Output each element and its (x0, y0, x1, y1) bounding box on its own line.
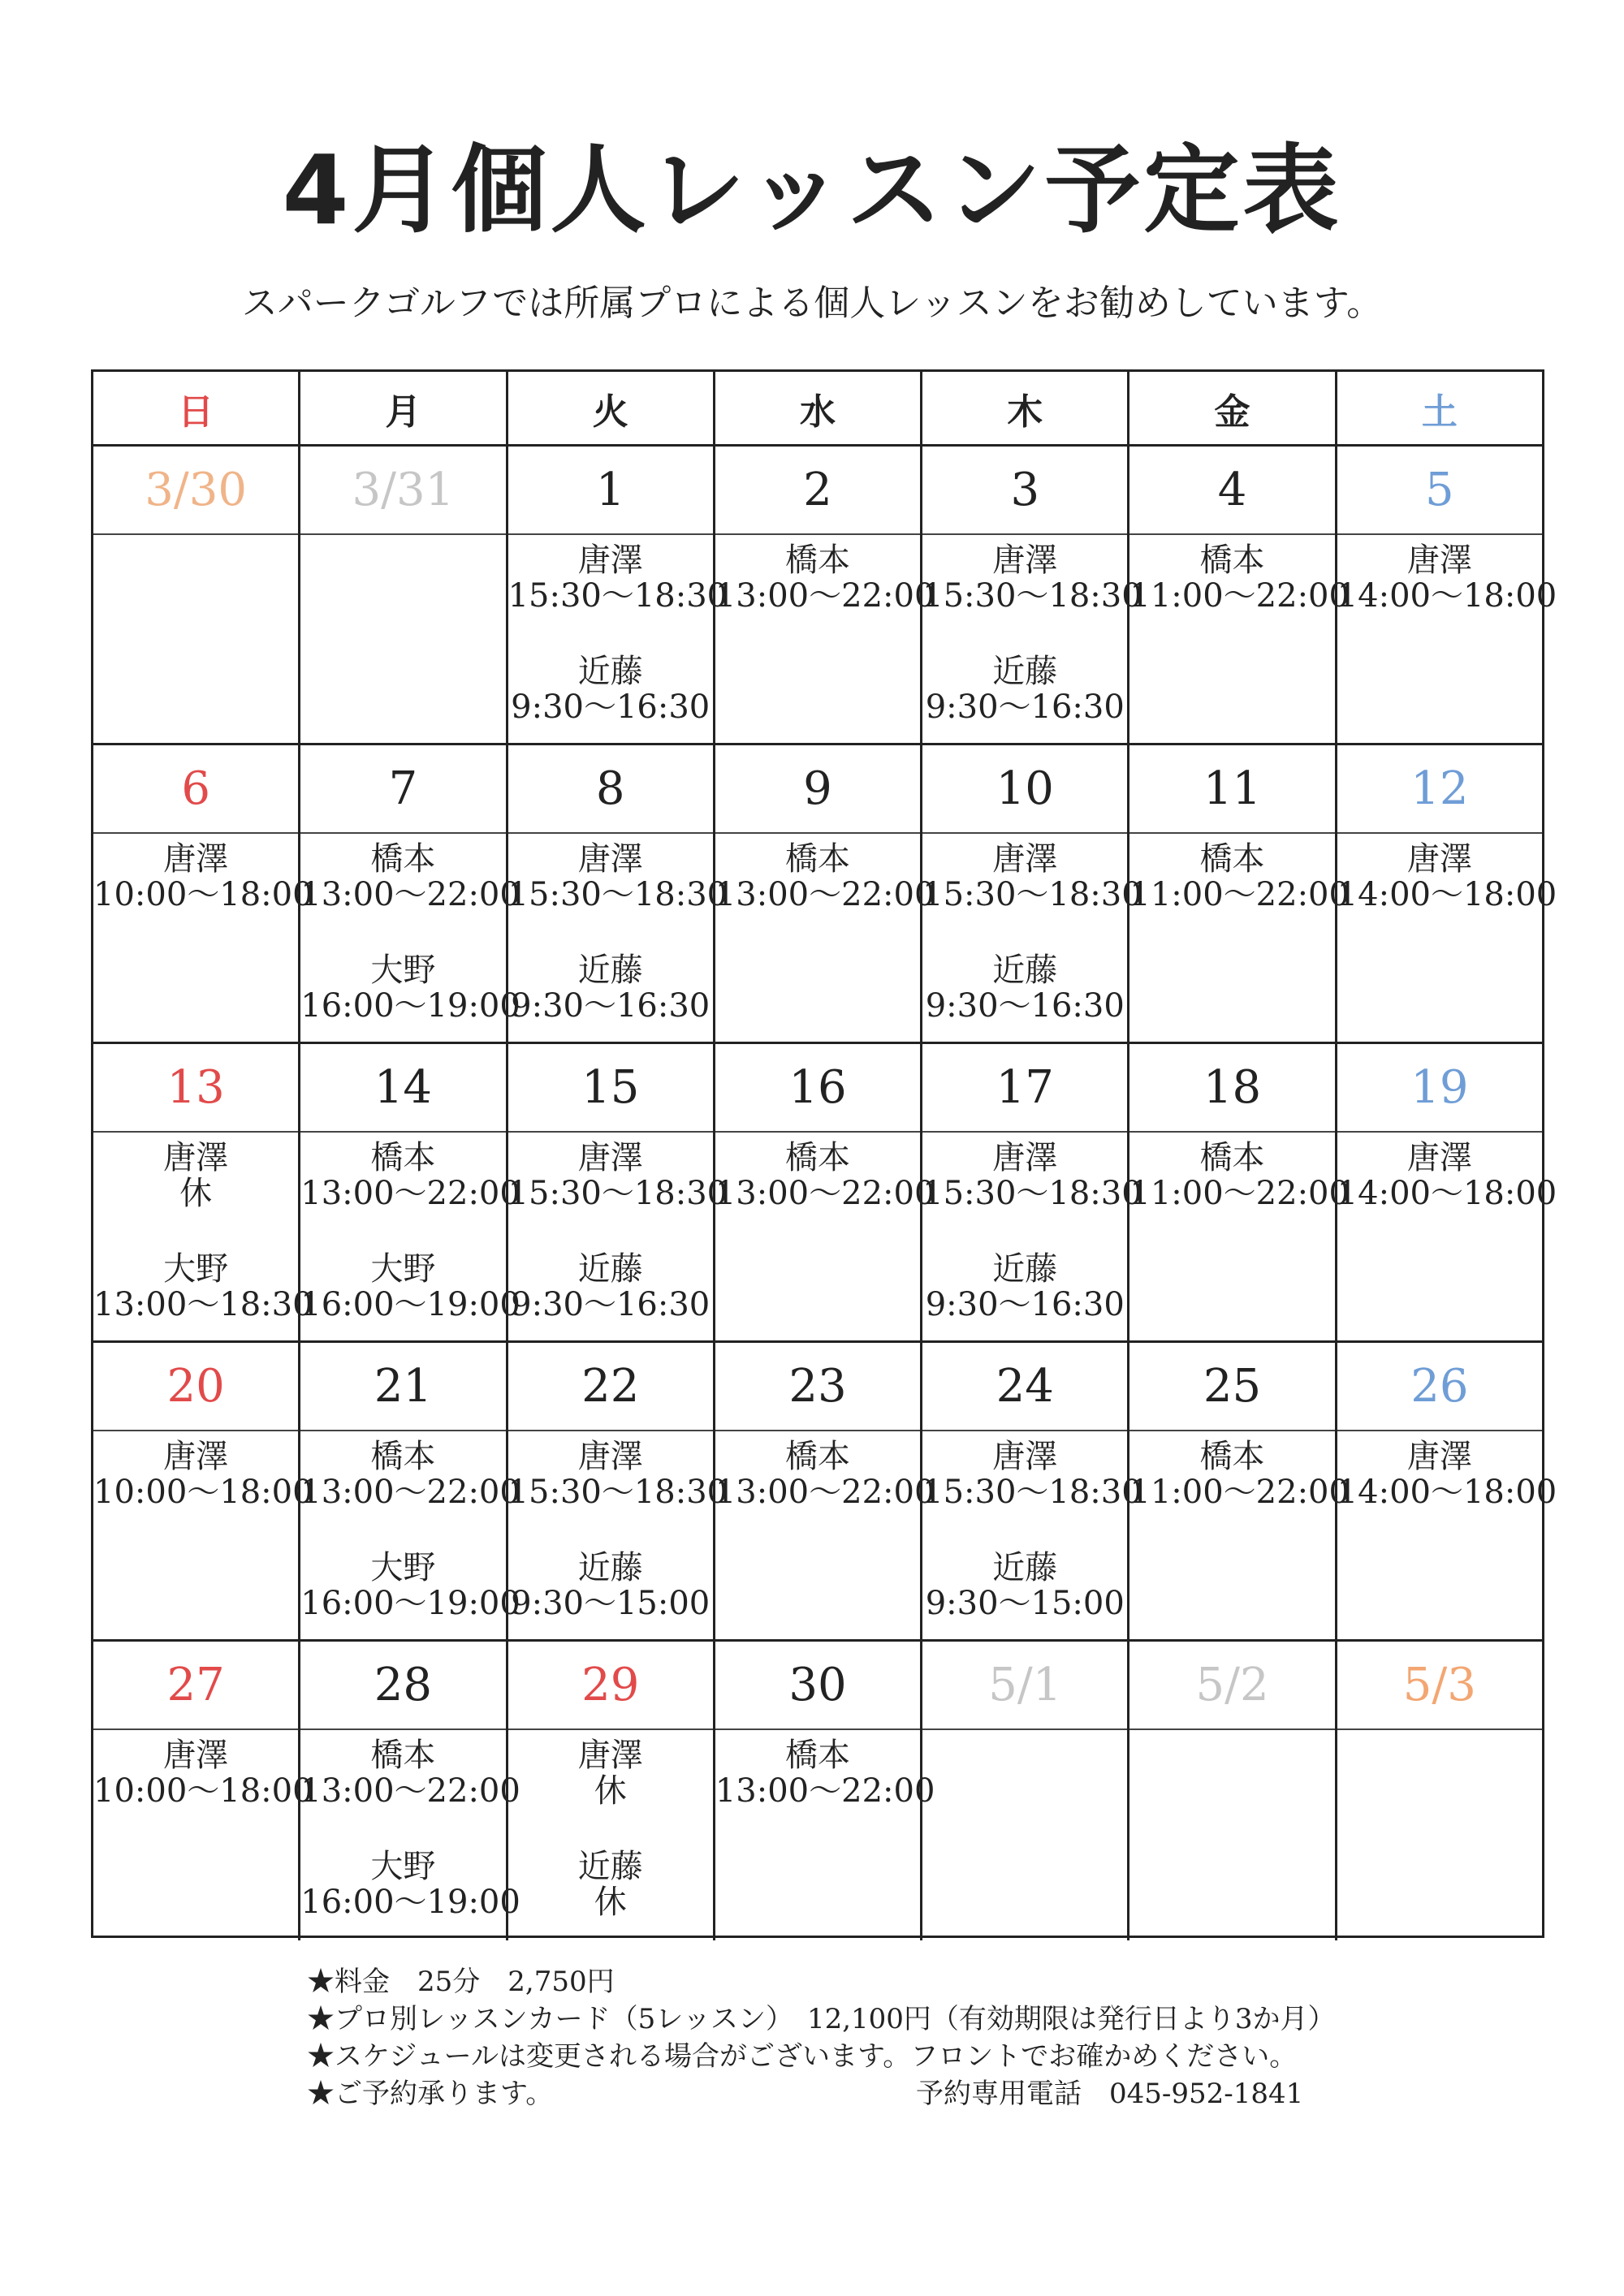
lesson-entry (1337, 840, 1557, 913)
instructor-name: 橋本 (784, 1438, 850, 1475)
lesson-time: 15:30～18:30 (508, 876, 728, 913)
lesson-entry (715, 1737, 935, 1810)
day-lessons (93, 840, 313, 952)
day-lessons (922, 1139, 1142, 1362)
lesson-entry (300, 1139, 520, 1212)
instructor-name: 大野 (370, 1549, 436, 1586)
day-lessons (1337, 542, 1557, 654)
calendar-day-cell (1337, 447, 1557, 743)
calendar-day-cell (93, 447, 300, 743)
instructor-name: 唐澤 (577, 1737, 643, 1774)
page-title: 4月個人レッスン予定表 (282, 134, 1342, 246)
lesson-entry (1129, 840, 1350, 913)
day-number: 4 (1129, 447, 1334, 535)
instructor-name: 近藤 (992, 1549, 1058, 1586)
calendar-day-cell (300, 1642, 520, 1940)
lesson-time: 14:00～18:00 (1337, 1175, 1557, 1212)
instructor-name: 橋本 (1199, 1139, 1265, 1176)
day-number: 23 (715, 1343, 920, 1431)
instructor-name: 唐澤 (992, 1438, 1058, 1475)
day-number: 30 (715, 1642, 920, 1730)
lesson-time: 14:00～18:00 (1337, 1474, 1557, 1511)
calendar-day-cell (715, 1343, 935, 1639)
instructor-name: 唐澤 (992, 542, 1058, 579)
day-number: 20 (93, 1343, 298, 1431)
day-number: 6 (93, 745, 298, 834)
lesson-entry (508, 840, 728, 913)
instructor-name: 唐澤 (577, 542, 643, 579)
lesson-time: 13:00～22:00 (715, 1474, 935, 1511)
instructor-name: 近藤 (577, 1549, 643, 1586)
day-number: 5/1 (922, 1642, 1127, 1730)
day-lessons (1337, 1438, 1557, 1550)
lesson-time: 11:00～22:00 (1129, 1175, 1350, 1212)
day-lessons (715, 1438, 935, 1550)
calendar-day-cell (715, 745, 935, 1042)
day-lessons (922, 1438, 1142, 1661)
lesson-entry (93, 1250, 313, 1323)
lesson-entry (300, 1438, 520, 1511)
lesson-entry (300, 1250, 520, 1323)
calendar-day-cell (508, 1642, 715, 1940)
calendar-day-cell (715, 1044, 935, 1340)
lesson-entry (922, 542, 1142, 615)
lesson-entry (922, 1438, 1142, 1511)
lesson-entry (922, 1550, 1127, 1621)
instructor-name: 大野 (370, 1848, 436, 1885)
day-lessons (508, 542, 728, 765)
instructor-name: 近藤 (992, 952, 1058, 989)
calendar-day-cell (1129, 1642, 1337, 1940)
day-lessons (1129, 840, 1350, 952)
lesson-entry (93, 840, 313, 913)
calendar-day-cell (300, 1343, 520, 1639)
day-number: 12 (1337, 745, 1542, 834)
calendar-day-cell (922, 745, 1142, 1042)
day-number: 3 (922, 447, 1127, 535)
instructor-name: 大野 (370, 1250, 436, 1288)
day-lessons (1129, 1139, 1350, 1251)
instructor-name: 橋本 (784, 840, 850, 878)
lesson-entry (1337, 1139, 1557, 1212)
lesson-time: 11:00～22:00 (1129, 876, 1350, 913)
lesson-time: 10:00～18:00 (93, 1772, 313, 1810)
calendar-day-cell (1129, 447, 1350, 743)
instructor-name: 橋本 (784, 542, 850, 579)
instructor-name: 大野 (163, 1250, 229, 1288)
day-lessons (715, 840, 935, 952)
day-number: 13 (93, 1044, 298, 1133)
calendar-day-cell (300, 745, 520, 1042)
lesson-entry (922, 840, 1142, 913)
day-number: 24 (922, 1343, 1127, 1431)
day-number: 5/3 (1337, 1642, 1542, 1730)
lesson-entry (300, 1848, 520, 1921)
day-number: 28 (300, 1642, 505, 1730)
lesson-time: 14:00～18:00 (1337, 876, 1557, 913)
day-lessons (93, 1737, 313, 1849)
lesson-time: 9:30～16:30 (511, 688, 710, 726)
instructor-name: 唐澤 (577, 1438, 643, 1475)
day-number: 10 (922, 745, 1127, 834)
day-lessons (508, 1737, 713, 1960)
day-number: 17 (922, 1044, 1127, 1133)
day-number: 3/30 (93, 447, 298, 535)
day-lessons (922, 542, 1142, 765)
calendar-day-cell (93, 1343, 313, 1639)
weekday-header-tuesday: 火 (508, 372, 715, 444)
lesson-time: 13:00～22:00 (300, 876, 520, 913)
lesson-time: 15:30～18:30 (922, 1175, 1142, 1212)
day-lessons (93, 1438, 313, 1550)
day-number: 29 (508, 1642, 713, 1730)
lesson-entry (300, 952, 520, 1025)
instructor-name: 唐澤 (163, 1737, 229, 1774)
lesson-entry (300, 1549, 520, 1622)
calendar-day-cell (508, 1044, 728, 1340)
lesson-entry (508, 1550, 713, 1621)
lesson-time: 13:00～22:00 (715, 876, 935, 913)
lesson-time: 15:30～18:30 (508, 1175, 728, 1212)
day-number: 8 (508, 745, 713, 834)
lesson-entry (508, 1139, 728, 1212)
instructor-name: 唐澤 (1406, 1139, 1472, 1176)
lesson-entry (715, 1139, 935, 1212)
lesson-entry (508, 1849, 713, 1920)
lesson-time: 11:00～22:00 (1129, 1474, 1350, 1511)
instructor-name: 唐澤 (163, 1139, 229, 1176)
day-lessons (922, 840, 1142, 1064)
calendar-week (93, 745, 1557, 1044)
lesson-time: 9:30～16:30 (511, 987, 710, 1025)
day-number: 16 (715, 1044, 920, 1133)
day-number: 18 (1129, 1044, 1334, 1133)
lesson-entry (715, 840, 935, 913)
instructor-name: 近藤 (577, 1848, 643, 1885)
calendar-day-cell (922, 447, 1142, 743)
lesson-time: 15:30～18:30 (922, 876, 1142, 913)
day-lessons (508, 840, 728, 1064)
day-lessons (1129, 1438, 1350, 1550)
instructor-name: 唐澤 (163, 840, 229, 878)
lesson-time: 10:00～18:00 (93, 876, 313, 913)
lesson-time: 9:30～15:00 (925, 1585, 1125, 1622)
lesson-time: 16:00～19:00 (300, 1884, 520, 1921)
calendar-day-cell (715, 447, 935, 743)
day-number: 27 (93, 1642, 298, 1730)
day-number: 2 (715, 447, 920, 535)
instructor-name: 橋本 (370, 1438, 436, 1475)
instructor-name: 唐澤 (1406, 542, 1472, 579)
day-number: 3/31 (300, 447, 505, 535)
weekday-header-monday: 月 (300, 372, 508, 444)
instructor-name: 唐澤 (577, 840, 643, 878)
lesson-entry (508, 1438, 728, 1511)
day-lessons (508, 1139, 728, 1362)
lesson-entry (93, 1140, 298, 1211)
lesson-time: 13:00～22:00 (300, 1175, 520, 1212)
instructor-name: 橋本 (1199, 1438, 1265, 1475)
weekday-header-thursday: 木 (922, 372, 1129, 444)
lesson-entry (1129, 542, 1350, 615)
day-number: 9 (715, 745, 920, 834)
calendar-week (93, 1044, 1557, 1343)
calendar-day-cell (93, 1642, 313, 1940)
lesson-calendar (91, 369, 1557, 1938)
instructor-name: 橋本 (1199, 542, 1265, 579)
day-number: 15 (508, 1044, 713, 1133)
calendar-day-cell (93, 745, 313, 1042)
lesson-time: 9:30～16:30 (511, 1286, 710, 1323)
day-lessons (715, 1737, 935, 1849)
lesson-entry (1337, 1438, 1557, 1511)
lesson-time: 15:30～18:30 (922, 577, 1142, 615)
instructor-name: 近藤 (992, 1250, 1058, 1288)
lesson-entry (508, 1251, 713, 1323)
day-lessons (300, 840, 520, 1064)
lesson-time: 9:30～16:30 (925, 688, 1125, 726)
calendar-week (93, 447, 1557, 745)
lesson-entry (93, 1737, 313, 1810)
lesson-entry (1129, 1139, 1350, 1212)
instructor-name: 唐澤 (992, 840, 1058, 878)
note-price: ★料金 25分 2,750円 (307, 1966, 615, 1998)
day-lessons (715, 542, 935, 654)
instructor-name: 唐澤 (163, 1438, 229, 1475)
lesson-entry (715, 542, 935, 615)
lesson-time: 休 (594, 1884, 627, 1921)
lesson-time: 14:00～18:00 (1337, 577, 1557, 615)
note-reservation: ★ご予約承ります。 (307, 2078, 554, 2110)
calendar-day-cell (300, 447, 508, 743)
calendar-day-cell (300, 1044, 520, 1340)
instructor-name: 近藤 (577, 952, 643, 989)
lesson-entry (715, 1438, 935, 1511)
instructor-name: 橋本 (784, 1737, 850, 1774)
lesson-time: 9:30～16:30 (925, 1286, 1125, 1323)
lesson-time: 13:00～22:00 (300, 1474, 520, 1511)
calendar-day-cell (93, 1044, 313, 1340)
instructor-name: 橋本 (370, 1737, 436, 1774)
day-number: 22 (508, 1343, 713, 1431)
instructor-name: 橋本 (784, 1139, 850, 1176)
calendar-day-cell (508, 745, 728, 1042)
calendar-day-cell (1337, 1343, 1557, 1639)
lesson-entry (922, 1139, 1142, 1212)
lesson-entry (922, 1251, 1127, 1323)
instructor-name: 唐澤 (1406, 840, 1472, 878)
weekday-header-wednesday: 水 (715, 372, 922, 444)
day-number: 21 (300, 1343, 505, 1431)
lesson-time: 16:00～19:00 (300, 1585, 520, 1622)
lesson-entry (1337, 542, 1557, 615)
calendar-day-cell (1337, 1642, 1542, 1940)
instructor-name: 橋本 (370, 1139, 436, 1176)
lesson-time: 13:00～22:00 (715, 1175, 935, 1212)
weekday-header-row (93, 372, 1542, 447)
calendar-day-cell (1129, 1044, 1350, 1340)
day-lessons (300, 1438, 520, 1661)
lesson-entry (300, 840, 520, 913)
day-lessons (1337, 840, 1557, 952)
lesson-entry (508, 542, 728, 615)
day-lessons (1129, 542, 1350, 654)
lesson-time: 9:30～15:00 (511, 1585, 710, 1622)
instructor-name: 橋本 (370, 840, 436, 878)
calendar-day-cell (508, 447, 728, 743)
day-lessons (93, 1139, 313, 1362)
note-schedule-change: ★スケジュールは変更される場合がございます。フロントでお確かめください。 (307, 2040, 1298, 2073)
instructor-name: 橋本 (1199, 840, 1265, 878)
lesson-time: 13:00～18:30 (93, 1286, 313, 1323)
lesson-entry (1129, 1438, 1350, 1511)
day-lessons (300, 1139, 520, 1362)
lesson-entry (922, 654, 1127, 725)
calendar-week (93, 1642, 1542, 1940)
weekday-header-friday: 金 (1129, 372, 1337, 444)
instructor-name: 近藤 (992, 653, 1058, 690)
lesson-entry (508, 654, 713, 725)
day-lessons (1337, 1139, 1557, 1251)
calendar-week (93, 1343, 1557, 1642)
calendar-day-cell (1337, 1044, 1557, 1340)
lesson-time: 16:00～19:00 (300, 1286, 520, 1323)
day-number: 5 (1337, 447, 1542, 535)
day-lessons (715, 1139, 935, 1251)
instructor-name: 唐澤 (992, 1139, 1058, 1176)
lesson-time: 休 (179, 1175, 213, 1212)
lesson-time: 15:30～18:30 (508, 577, 728, 615)
calendar-day-cell (922, 1044, 1142, 1340)
day-number: 7 (300, 745, 505, 834)
day-number: 25 (1129, 1343, 1334, 1431)
day-number: 26 (1337, 1343, 1542, 1431)
note-lesson-card: ★プロ別レッスンカード（5レッスン） 12,100円（有効期限は発行日より3か月） (307, 2003, 1336, 2035)
day-number: 1 (508, 447, 713, 535)
weekday-header-saturday: 土 (1421, 391, 1458, 433)
lesson-entry (508, 952, 713, 1024)
lesson-time: 16:00～19:00 (300, 987, 520, 1025)
calendar-day-cell (715, 1642, 935, 1940)
day-lessons (508, 1438, 728, 1661)
day-lessons (300, 1737, 520, 1960)
day-number: 14 (300, 1044, 505, 1133)
lesson-time: 13:00～22:00 (300, 1772, 520, 1810)
lesson-time: 13:00～22:00 (715, 577, 935, 615)
lesson-time: 休 (594, 1772, 627, 1810)
lesson-entry (508, 1737, 713, 1809)
page-subtitle: スパークゴルフでは所属プロによる個人レッスンをお勧めしています。 (241, 283, 1383, 324)
day-number: 5/2 (1129, 1642, 1334, 1730)
lesson-time: 15:30～18:30 (508, 1474, 728, 1511)
lesson-entry (300, 1737, 520, 1810)
lesson-time: 11:00～22:00 (1129, 577, 1350, 615)
lesson-time: 13:00～22:00 (715, 1772, 935, 1810)
day-number: 11 (1129, 745, 1334, 834)
calendar-day-cell (922, 1642, 1129, 1940)
calendar-day-cell (1129, 1343, 1350, 1639)
calendar-day-cell (922, 1343, 1142, 1639)
instructor-name: 大野 (370, 952, 436, 989)
lesson-time: 15:30～18:30 (922, 1474, 1142, 1511)
instructor-name: 唐澤 (577, 1139, 643, 1176)
lesson-entry (922, 952, 1127, 1024)
calendar-day-cell (1337, 745, 1557, 1042)
lesson-time: 9:30～16:30 (925, 987, 1125, 1025)
calendar-day-cell (1129, 745, 1350, 1042)
calendar-day-cell (508, 1343, 728, 1639)
weekday-header-sunday: 日 (93, 372, 300, 444)
lesson-time: 10:00～18:00 (93, 1474, 313, 1511)
instructor-name: 近藤 (577, 653, 643, 690)
instructor-name: 唐澤 (1406, 1438, 1472, 1475)
reservation-phone: 予約専用電話 045-952-1841 (916, 2078, 1304, 2110)
instructor-name: 近藤 (577, 1250, 643, 1288)
lesson-entry (93, 1438, 313, 1511)
day-number: 19 (1337, 1044, 1542, 1133)
